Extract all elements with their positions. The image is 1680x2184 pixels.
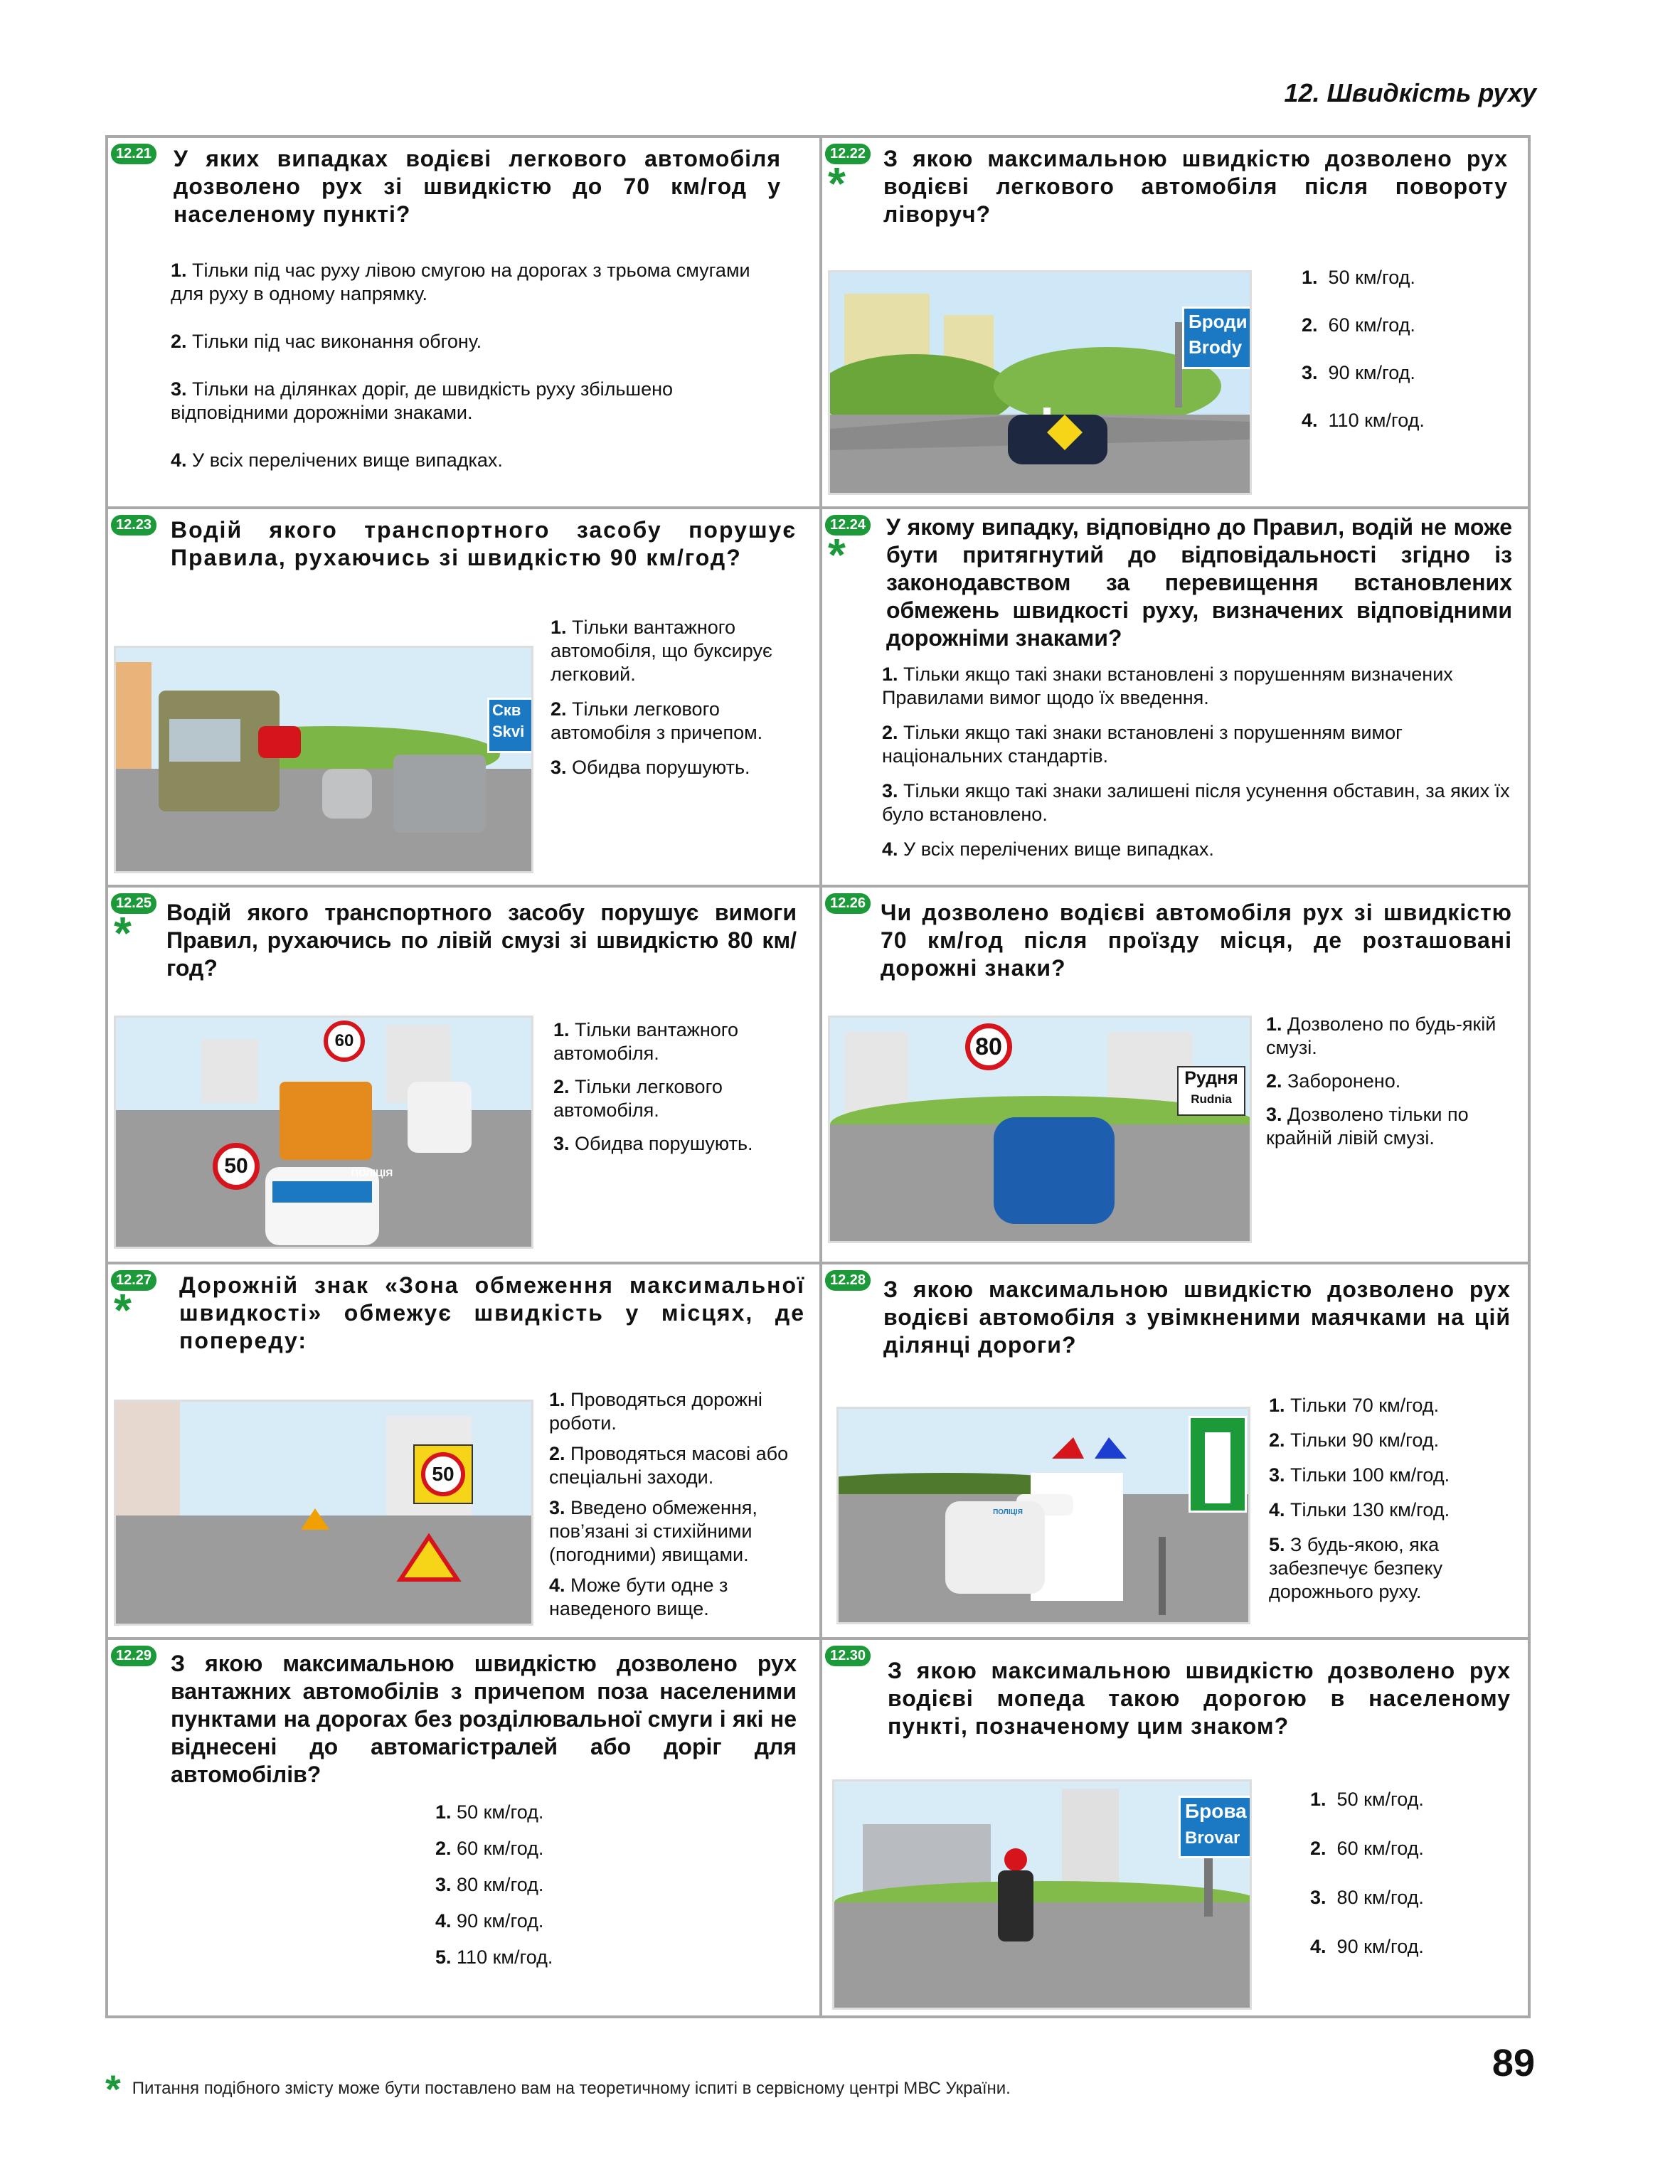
question-card-12-23 xyxy=(108,509,819,885)
answer-option[interactable]: 2. Проводяться масові або спеціальні заходи. xyxy=(549,1443,789,1488)
answer-option[interactable]: 2. Тільки 90 км/год. xyxy=(1269,1429,1440,1451)
answer-option[interactable]: 3. 90 км/год. xyxy=(1302,362,1415,383)
exam-star-icon: * xyxy=(114,1284,132,1336)
direction-sign: Броди Brody xyxy=(1182,307,1252,369)
question-number: 12.29 xyxy=(111,1646,156,1666)
zone-sign xyxy=(413,1444,473,1504)
scene-illustration xyxy=(828,1016,1252,1243)
question-text: Водій якого транспортного засобу порушує Правила, рухаючись зі швидкістю 90 км/год? xyxy=(171,517,797,570)
answer-option[interactable]: 4. Тільки 130 км/год. xyxy=(1269,1499,1450,1520)
exam-star-icon: * xyxy=(828,529,846,580)
question-number: 12.30 xyxy=(825,1646,871,1666)
settlement-sign: Рудня Rudnia xyxy=(1177,1066,1245,1116)
answer-list xyxy=(171,259,754,496)
answer-option[interactable]: 4. Може бути одне з наведеного вище. xyxy=(549,1575,728,1619)
question-card-12-28 xyxy=(822,1264,1533,1637)
question-text: З якою максимальною швидкістю дозволено рух вантажних автомобілів з причепом поза населеними пунктами на дорогах без розділювальної смуги і які не віднесені до автомагістралей або доріг для автомобілів? xyxy=(171,1651,797,1787)
question-text: З якою максимальною швидкістю дозволено рух водієві автомобіля з увімкненими маячками на цій ділянці дороги? xyxy=(883,1277,1511,1358)
question-card-12-25 xyxy=(108,888,819,1262)
speed-limit-sign: 60 xyxy=(324,1021,365,1062)
question-text: Чи дозволено водієві автомобіля рух зі швидкістю 70 км/год після проїзду місця, де розташовані дорожні знаки? xyxy=(881,900,1512,981)
answer-option[interactable]: 1. 50 км/год. xyxy=(435,1801,544,1823)
question-number: 12.27 xyxy=(111,1270,156,1291)
footer-text: Питання подібного змісту може бути поставлено вам на теоретичному іспиті в сервісному центрі МВС України. xyxy=(132,2078,1011,2098)
answer-option[interactable]: 3. Тільки 100 км/год. xyxy=(1269,1464,1450,1486)
answer-option[interactable]: 2. 60 км/год. xyxy=(1310,1838,1424,1859)
question-text: Дорожній знак «Зона обмеження максимальної швидкості» обмежує швидкість у місцях, де попереду: xyxy=(179,1272,805,1353)
question-card-12-22 xyxy=(822,138,1533,506)
answer-option[interactable]: 1. Проводяться дорожні роботи. xyxy=(549,1389,762,1434)
question-number: 12.24 xyxy=(825,515,871,536)
question-number: 12.22 xyxy=(825,144,871,164)
answer-option[interactable]: 3. Дозволено тільки по крайній лівій смузі. xyxy=(1266,1104,1469,1149)
answer-option[interactable]: 2. Тільки легкового автомобіля з причепом. xyxy=(551,698,763,743)
question-text: У якому випадку, відповідно до Правил, водій не може бути притягнутий до відповідальності згідно із законодавством за перевищення встановлених обмежень швидкості руху, визначених відповідними дорожніми знаками? xyxy=(886,514,1512,651)
answer-option[interactable]: 2. 60 км/год. xyxy=(1302,314,1415,336)
answer-option[interactable]: 3. Обидва порушують. xyxy=(553,1133,753,1154)
question-text: У яких випадках водієві легкового автомобіля дозволено рух зі швидкістю до 70 км/год у населеному пункті? xyxy=(174,146,781,227)
scene-illustration xyxy=(114,1016,533,1249)
answer-list xyxy=(1266,1013,1515,1174)
exam-star-icon: * xyxy=(828,158,846,209)
question-card-12-30 xyxy=(822,1640,1533,2017)
question-card-12-24 xyxy=(822,509,1533,885)
answer-option[interactable]: 3. Обидва порушують. xyxy=(551,757,750,778)
speed-limit-sign: 80 xyxy=(965,1023,1012,1070)
answer-list xyxy=(1302,266,1515,457)
answer-option[interactable]: 1. 50 км/год. xyxy=(1310,1789,1424,1810)
question-card-12-26 xyxy=(822,888,1533,1262)
scene-illustration xyxy=(828,270,1252,495)
speed-limit-sign: 50 xyxy=(421,1452,465,1496)
question-card-12-27 xyxy=(108,1264,819,1637)
answer-list xyxy=(553,1018,802,1180)
question-number: 12.21 xyxy=(111,144,156,164)
answer-option[interactable]: 1. Тільки 70 км/год. xyxy=(1269,1395,1440,1416)
answer-option[interactable]: 1. 50 км/год. xyxy=(1302,267,1415,288)
question-grid xyxy=(105,135,1531,2018)
answer-option[interactable]: 4. У всіх перелічених вище випадках. xyxy=(882,838,1214,860)
answer-option[interactable]: 5. 110 км/год. xyxy=(435,1946,553,1968)
scene-illustration xyxy=(114,646,533,873)
answer-option[interactable]: 1. Тільки під час руху лівою смугою на дорогах з трьома смугами для руху в одному напрямку. xyxy=(171,260,750,304)
answer-option[interactable]: 4. 90 км/год. xyxy=(435,1910,544,1932)
answer-list xyxy=(1310,1788,1509,1983)
answer-list xyxy=(882,663,1515,885)
speed-limit-sign: 50 xyxy=(213,1143,260,1190)
answer-option[interactable]: 2. Тільки легкового автомобіля. xyxy=(553,1076,723,1121)
answer-option[interactable]: 3. 80 км/год. xyxy=(1310,1887,1424,1908)
footer-note xyxy=(105,2066,1011,2112)
answer-option[interactable]: 1. Тільки вантажного автомобіля, що буксирує легковий. xyxy=(551,617,772,685)
police-label: ПОЛІЦІЯ xyxy=(351,1167,393,1178)
answer-list xyxy=(1269,1394,1518,1628)
police-label: ПОЛІЦІЯ xyxy=(993,1508,1023,1516)
answer-option[interactable]: 4. 90 км/год. xyxy=(1310,1936,1424,1957)
answer-list xyxy=(549,1388,805,1645)
answer-option[interactable]: 1. Тільки вантажного автомобіля. xyxy=(553,1019,739,1064)
motorway-sign xyxy=(1189,1416,1247,1513)
scene-illustration xyxy=(836,1407,1250,1624)
exam-star-icon: * xyxy=(114,907,132,959)
question-text: З якою максимальною швидкістю дозволено рух водієві мопеда такою дорогою в населеному пункті, позначеному цим знаком? xyxy=(888,1658,1511,1739)
answer-option[interactable]: 1. Дозволено по будь-якій смузі. xyxy=(1266,1013,1496,1058)
answer-option[interactable]: 4. У всіх перелічених вище випадках. xyxy=(171,449,503,471)
direction-sign: Скв Skvi xyxy=(487,698,533,753)
scene-illustration xyxy=(832,1779,1252,2010)
answer-option[interactable]: 3. Тільки на ділянках доріг, де швидкість руху збільшено відповідними дорожніми знаками. xyxy=(171,378,674,423)
chapter-header: 12. Швидкість руху xyxy=(1284,78,1536,107)
question-text: З якою максимальною швидкістю дозволено рух водієві легкового автомобіля після повороту ліворуч? xyxy=(883,146,1508,227)
answer-option[interactable]: 3. Тільки якщо такі знаки залишені після усунення обставин, за яких їх було встановлено. xyxy=(882,780,1510,825)
exam-star-icon: * xyxy=(105,2067,121,2111)
answer-option[interactable]: 1. Тільки якщо такі знаки встановлені з порушенням визначених Правилами вимог щодо їх введення. xyxy=(882,664,1453,708)
direction-sign: Брова Brovar xyxy=(1179,1796,1252,1858)
question-number: 12.26 xyxy=(825,893,871,914)
question-number: 12.25 xyxy=(111,893,156,914)
question-card-12-29 xyxy=(108,1640,819,2017)
scene-illustration xyxy=(114,1400,533,1626)
question-text: Водій якого транспортного засобу порушує вимоги Правил, рухаючись по лівій смузі зі швидкістю 80 км/год? xyxy=(166,900,797,981)
answer-option[interactable]: 5. З будь-якою, яка забезпечує безпеку дорожнього руху. xyxy=(1269,1534,1443,1602)
page-number: 89 xyxy=(1492,2042,1535,2084)
answer-option[interactable]: 2. 60 км/год. xyxy=(435,1838,544,1859)
answer-option[interactable]: 3. 80 км/год. xyxy=(435,1874,544,1895)
question-number: 12.28 xyxy=(825,1270,871,1291)
answer-option[interactable]: 2. Заборонено. xyxy=(1266,1070,1401,1092)
answer-list xyxy=(435,1801,649,1993)
question-card-12-21 xyxy=(108,138,819,506)
answer-option[interactable]: 3. Введено обмеження, пов’язані зі стихійними (погодними) явищами. xyxy=(549,1497,757,1565)
question-number: 12.23 xyxy=(111,515,156,536)
answer-option[interactable]: 2. Тільки під час виконання обгону. xyxy=(171,331,482,352)
answer-option[interactable]: 4. 110 км/год. xyxy=(1302,410,1425,431)
answer-option[interactable]: 2. Тільки якщо такі знаки встановлені з порушенням вимог національних стандартів. xyxy=(882,722,1403,767)
answer-list xyxy=(551,616,799,804)
